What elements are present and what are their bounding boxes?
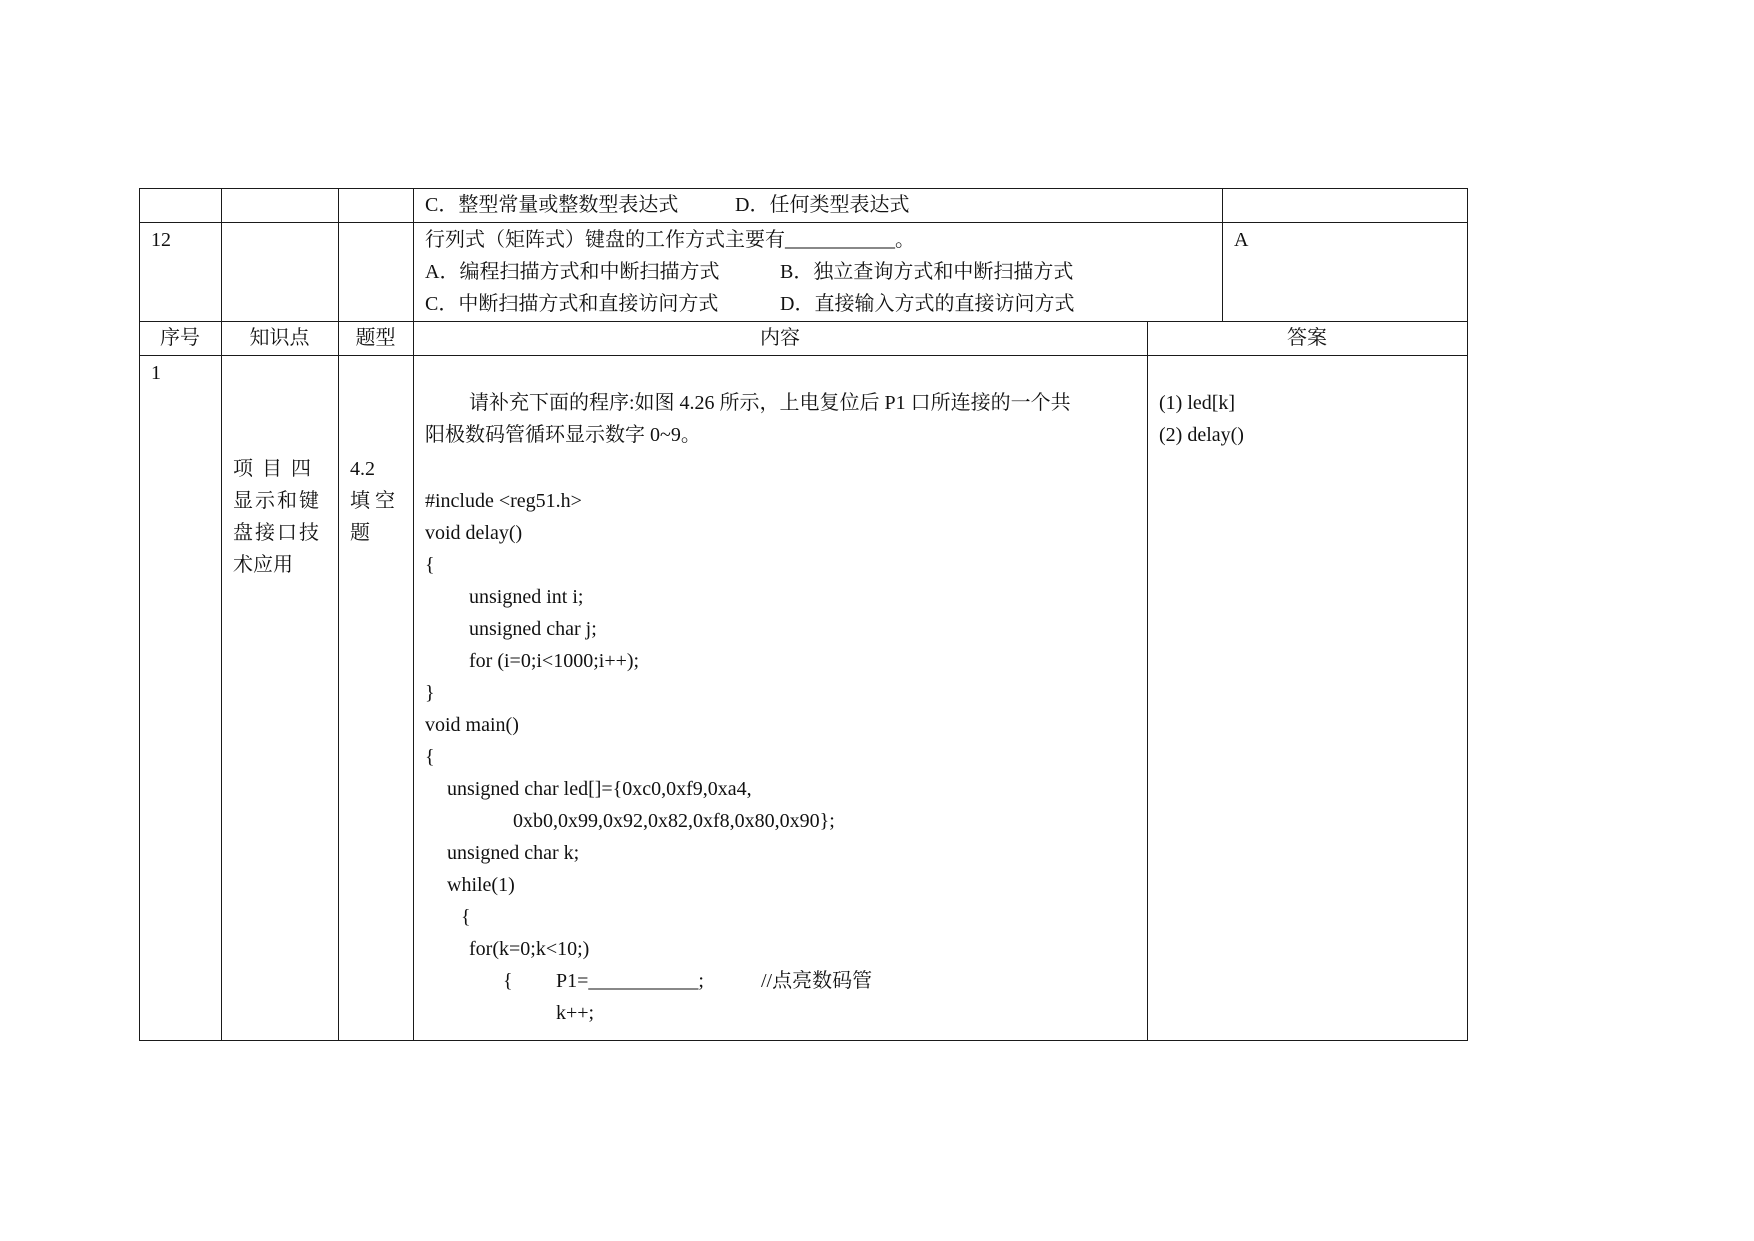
code-line-decl-i: unsigned int i; xyxy=(469,586,584,608)
table-border-left xyxy=(139,188,140,1041)
header-answer: 答案 xyxy=(1287,327,1327,349)
col-divider-3 xyxy=(413,188,414,1041)
row1-knowledge-line-2: 显示和键 xyxy=(233,490,321,512)
row11-option-d: D．任何类型表达式 xyxy=(735,194,910,216)
header-number: 序号 xyxy=(160,327,200,349)
code-line-delay-open-brace: { xyxy=(425,554,435,576)
code-line-decl-j: unsigned char j; xyxy=(469,618,597,640)
header-knowledge-point: 知识点 xyxy=(249,327,310,349)
col-divider-1 xyxy=(221,188,222,1041)
row1-type-line-1: 4.2 xyxy=(350,458,375,480)
row1-type-line-2: 填 空 xyxy=(350,490,395,512)
code-line-for-k: for(k=0;k<10;) xyxy=(469,938,590,960)
header-question-type: 题型 xyxy=(355,327,396,349)
row1-prompt-line-1: 请补充下面的程序:如图 4.26 所示，上电复位后 P1 口所连接的一个共 xyxy=(469,392,1071,414)
code-line-led-array-2: 0xb0,0x99,0x92,0x82,0xf8,0x80,0x90}; xyxy=(513,810,835,832)
col-divider-2 xyxy=(338,188,339,1041)
row12-option-d: D．直接输入方式的直接访问方式 xyxy=(780,293,1075,315)
row11-option-c: C．整型常量或整数型表达式 xyxy=(425,194,679,216)
code-line-main-open-brace: { xyxy=(425,746,435,768)
col-divider-answer-lower xyxy=(1147,321,1148,1041)
row12-option-c: C．中断扫描方式和直接访问方式 xyxy=(425,293,719,315)
col-divider-answer-upper xyxy=(1222,188,1223,321)
code-line-k-increment: k++; xyxy=(556,1002,595,1024)
table-border-right xyxy=(1467,188,1468,1041)
code-line-p1-assign: P1=___________; xyxy=(556,970,704,992)
row1-number: 1 xyxy=(151,362,161,384)
row12-option-b: B．独立查询方式和中断扫描方式 xyxy=(780,261,1074,283)
row1-knowledge-line-1: 项 目 四 xyxy=(233,458,313,480)
code-line-delay-close-brace: } xyxy=(425,682,435,704)
row12-question: 行列式（矩阵式）键盘的工作方式主要有___________。 xyxy=(425,229,915,251)
row12-number: 12 xyxy=(151,229,171,251)
code-line-main-signature: void main() xyxy=(425,714,519,736)
code-line-while-open-brace: { xyxy=(461,906,471,928)
row1-knowledge-line-4: 术应用 xyxy=(233,554,293,576)
code-line-decl-k: unsigned char k; xyxy=(447,842,580,864)
row1-type-line-3: 题 xyxy=(350,522,370,544)
row1-answer-1: (1) led[k] xyxy=(1159,392,1236,414)
code-line-delay-signature: void delay() xyxy=(425,522,523,544)
code-line-while: while(1) xyxy=(447,874,515,896)
row1-knowledge-line-3: 盘接口技 xyxy=(233,522,321,544)
code-line-include: #include <reg51.h> xyxy=(425,490,582,512)
code-line-for-loop: for (i=0;i<1000;i++); xyxy=(469,650,640,672)
row1-answer-2: (2) delay() xyxy=(1159,424,1244,446)
row1-prompt-line-2: 阳极数码管循环显示数字 0~9。 xyxy=(425,424,701,446)
code-line-p1-comment: //点亮数码管 xyxy=(761,970,873,992)
header-content: 内容 xyxy=(760,327,800,349)
code-line-led-array-1: unsigned char led[]={0xc0,0xf9,0xa4, xyxy=(447,778,752,800)
row12-option-a: A．编程扫描方式和中断扫描方式 xyxy=(425,261,720,283)
code-line-for-open-brace: { xyxy=(503,970,513,992)
row12-answer: A xyxy=(1234,229,1249,251)
